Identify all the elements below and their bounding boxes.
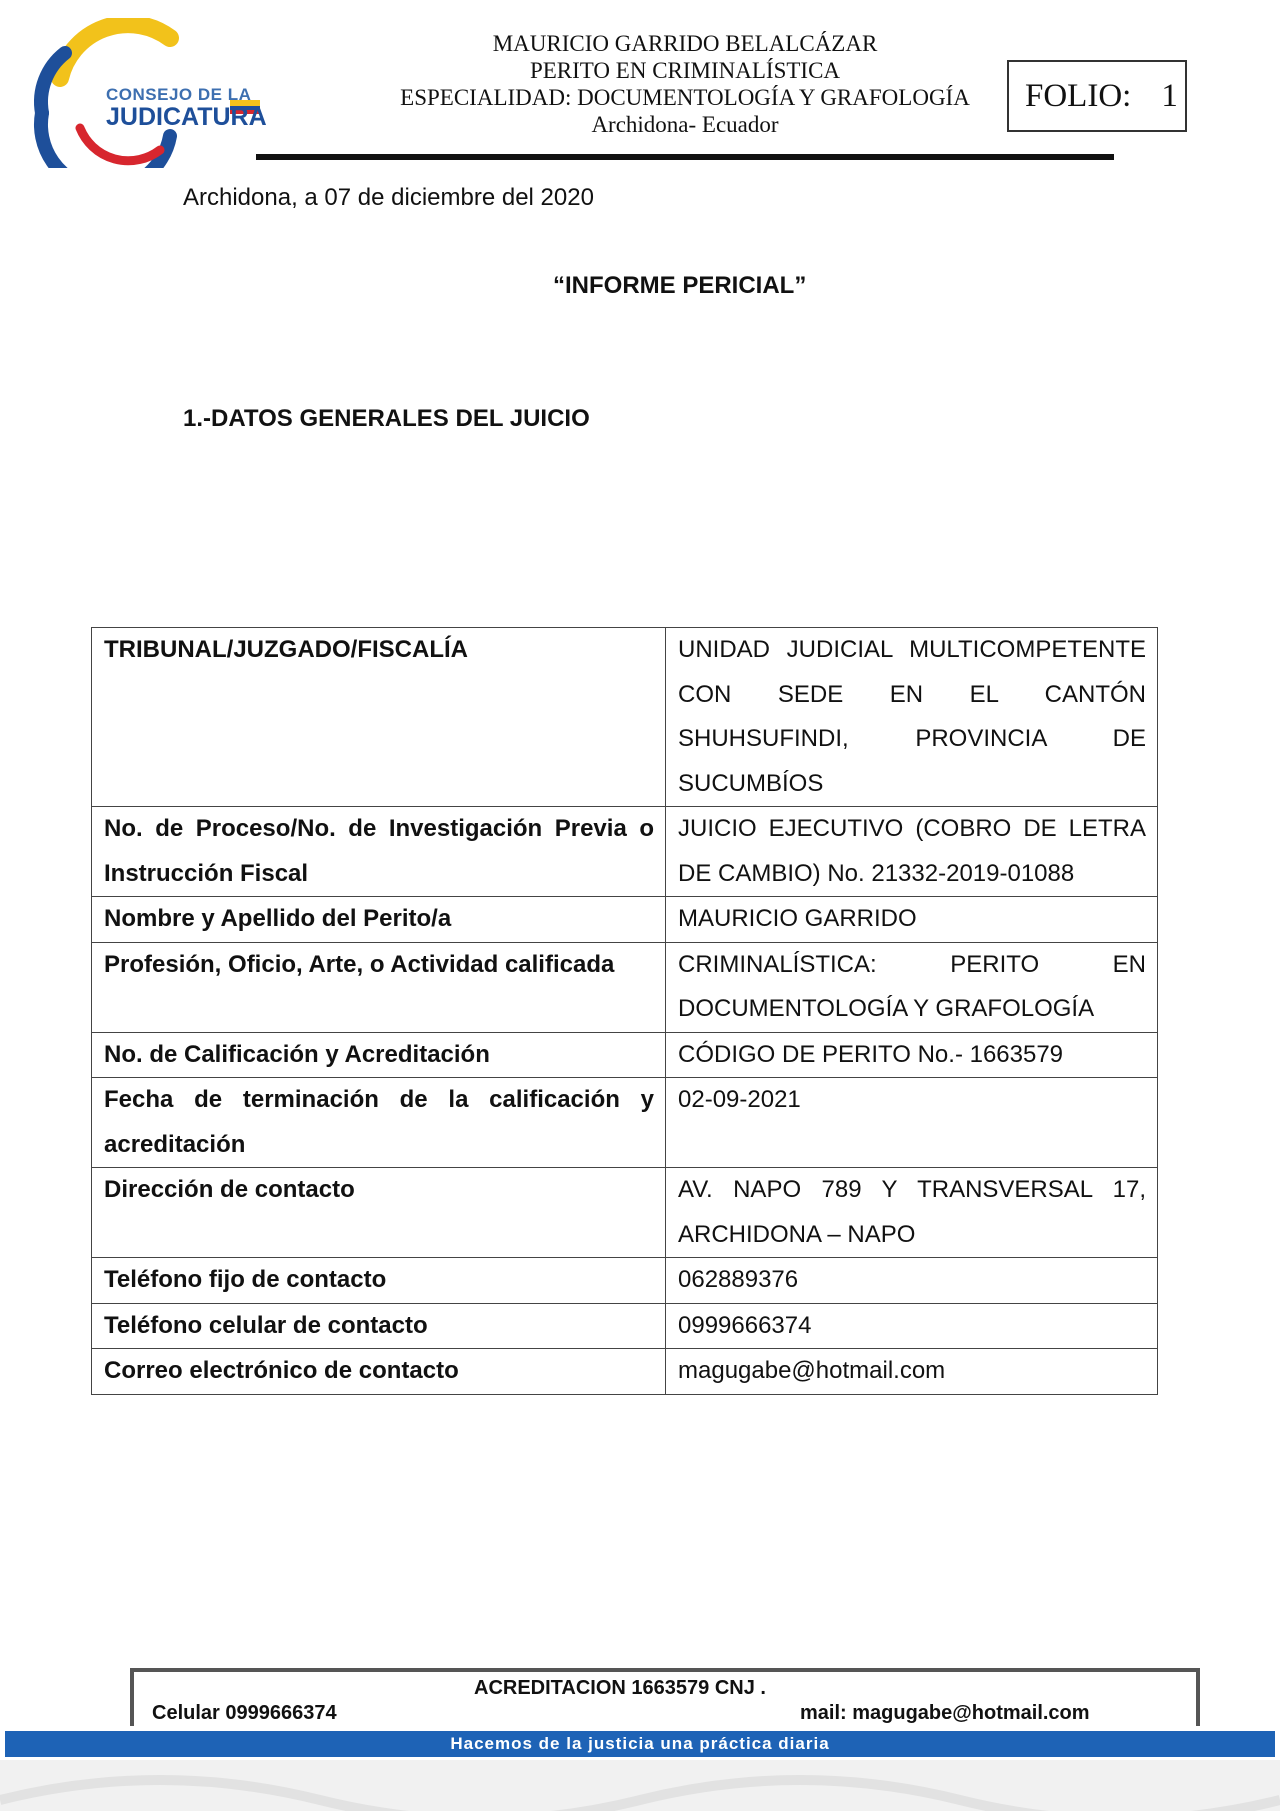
row-label: TRIBUNAL/JUZGADO/FISCALÍA: [92, 628, 666, 807]
row-label: No. de Proceso/No. de Investigación Previa o Instrucción Fiscal: [92, 807, 666, 897]
row-value: 02-09-2021: [666, 1078, 1158, 1168]
table-row: [92, 1258, 1158, 1304]
row-label: Nombre y Apellido del Perito/a: [92, 897, 666, 943]
folio-box: [1007, 60, 1187, 132]
row-label: Dirección de contacto: [92, 1168, 666, 1258]
letterhead: [375, 30, 995, 138]
footer-accreditation: ACREDITACION 1663579 CNJ .: [474, 1677, 766, 1699]
document-title: “INFORME PERICIAL”: [553, 272, 807, 299]
row-value: magugabe@hotmail.com: [666, 1349, 1158, 1395]
table-row: [92, 1303, 1158, 1349]
letterhead-line: PERITO EN CRIMINALÍSTICA: [529, 58, 841, 83]
letterhead-line: MAURICIO GARRIDO BELALCÁZAR: [492, 31, 878, 56]
table-row: [92, 942, 1158, 1032]
document-date: Archidona, a 07 de diciembre del 2020: [183, 184, 594, 211]
consejo-judicatura-logo: [20, 18, 270, 168]
header-divider: [256, 154, 1114, 160]
row-value: CÓDIGO DE PERITO No.- 1663579: [666, 1032, 1158, 1078]
row-value: MAURICIO GARRIDO: [666, 897, 1158, 943]
footer-cellphone: Celular 0999666374: [152, 1702, 337, 1724]
table-row: [92, 628, 1158, 807]
table-row: [92, 807, 1158, 897]
logo-line-2: JUDICATURA: [106, 103, 267, 131]
row-label: Correo electrónico de contacto: [92, 1349, 666, 1395]
table-row: [92, 1032, 1158, 1078]
section-heading: 1.-DATOS GENERALES DEL JUICIO: [183, 405, 590, 432]
folio-number: 1: [1161, 77, 1178, 114]
row-label: Teléfono celular de contacto: [92, 1303, 666, 1349]
footer-slogan-band: Hacemos de la justicia una práctica diaria: [5, 1731, 1275, 1757]
folio-label: FOLIO:: [1025, 77, 1132, 114]
footer-decorative-band: [0, 1760, 1280, 1811]
row-label: No. de Calificación y Acreditación: [92, 1032, 666, 1078]
letterhead-line: Archidona- Ecuador: [591, 112, 779, 137]
footer-email: mail: magugabe@hotmail.com: [800, 1702, 1090, 1724]
decorative-swirl-icon: [0, 1760, 1280, 1811]
row-label: Profesión, Oficio, Arte, o Actividad calificada: [92, 942, 666, 1032]
row-label: Fecha de terminación de la calificación y acreditación: [92, 1078, 666, 1168]
row-value: JUICIO EJECUTIVO (COBRO DE LETRA DE CAMBIO) No. 21332-2019-01088: [666, 807, 1158, 897]
logo-line-1: CONSEJO DE LA: [106, 85, 252, 104]
row-label: Teléfono fijo de contacto: [92, 1258, 666, 1304]
row-value: 062889376: [666, 1258, 1158, 1304]
table-row: [92, 1168, 1158, 1258]
row-value: CRIMINALÍSTICA: PERITO EN DOCUMENTOLOGÍA Y GRAFOLOGÍA: [666, 942, 1158, 1032]
table-row: [92, 897, 1158, 943]
table-row: [92, 1078, 1158, 1168]
row-value: 0999666374: [666, 1303, 1158, 1349]
row-value: AV. NAPO 789 Y TRANSVERSAL 17, ARCHIDONA – NAPO: [666, 1168, 1158, 1258]
table-row: [92, 1349, 1158, 1395]
letterhead-line: ESPECIALIDAD: DOCUMENTOLOGÍA Y GRAFOLOGÍA: [400, 85, 970, 110]
row-value: UNIDAD JUDICIAL MULTICOMPETENTE CON SEDE EN EL CANTÓN SHUHSUFINDI, PROVINCIA DE SUCUMBÍOS: [666, 628, 1158, 807]
case-data-table: [91, 627, 1158, 1395]
